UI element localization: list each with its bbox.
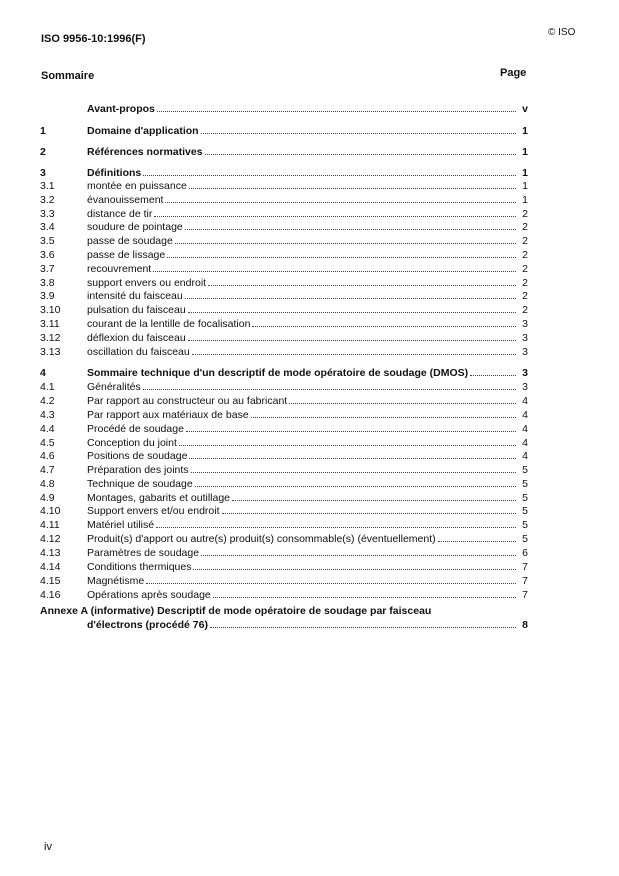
toc-entry-number: 3.10 [40, 304, 61, 316]
toc-entry-title: Matériel utilisé [87, 519, 155, 531]
toc-entry-page: 7 [522, 589, 528, 601]
toc-entry-number: 4.6 [40, 450, 55, 462]
toc-entry-number: 4.13 [40, 547, 61, 559]
toc-entry-number: 4.3 [40, 409, 55, 421]
toc-entry-title: intensité du faisceau [87, 290, 183, 302]
toc-entry[interactable] [40, 463, 528, 477]
dot-leader [189, 179, 516, 189]
toc-entry-title: évanouissement [87, 194, 164, 206]
toc-entry-page: 5 [522, 464, 528, 476]
toc-entry-title: Opérations après soudage [87, 589, 211, 601]
toc-entry-number: 3.3 [40, 208, 55, 220]
dot-leader [153, 262, 516, 272]
dot-leader [188, 331, 516, 341]
toc-entry-page: 1 [522, 167, 528, 179]
toc-entry-number: 4.15 [40, 575, 61, 587]
toc-entry-number: 4 [40, 367, 46, 379]
dot-leader [189, 449, 516, 459]
toc-entry[interactable] [40, 145, 528, 159]
dot-leader [154, 207, 516, 217]
toc-entry-number: 3 [40, 167, 46, 179]
dot-leader [213, 588, 516, 598]
dot-leader [195, 477, 516, 487]
toc-entry-page: 7 [522, 561, 528, 573]
toc-entry-number: 4.16 [40, 589, 61, 601]
dot-leader [232, 491, 516, 501]
toc-entry[interactable] [40, 262, 528, 276]
toc-entry-title: Positions de soudage [87, 450, 188, 462]
toc-entry-title: Paramètres de soudage [87, 547, 200, 559]
toc-entry-page: 2 [522, 249, 528, 261]
toc-entry-page: 4 [522, 450, 528, 462]
toc-entry-page: 1 [522, 146, 528, 158]
dot-leader [192, 345, 516, 355]
dot-leader [186, 422, 516, 432]
toc-entry-page: 7 [522, 575, 528, 587]
toc-entry-title: Conditions thermiques [87, 561, 192, 573]
toc-entry-title: Par rapport aux matériaux de base [87, 409, 249, 421]
toc-entry-title: Sommaire technique d'un descriptif de mode opératoire de soudage (DMOS) [87, 367, 469, 379]
toc-entry[interactable] [40, 124, 528, 138]
toc-entry-number: 3.2 [40, 194, 55, 206]
annex-page-number: 8 [522, 619, 528, 631]
toc-entry-number: 3.13 [40, 346, 61, 358]
toc-entry-page: 2 [522, 235, 528, 247]
toc-entry-number: 1 [40, 125, 46, 137]
toc-entry[interactable] [40, 532, 528, 546]
toc-entry-page: 1 [522, 125, 528, 137]
toc-entry-title: Magnétisme [87, 575, 145, 587]
toc-entry-title: soudure de pointage [87, 221, 183, 233]
toc-entry[interactable] [40, 193, 528, 207]
toc-entry-number: 4.11 [40, 519, 60, 531]
dot-leader [193, 560, 516, 570]
toc-entry[interactable] [40, 504, 528, 518]
toc-entry-number: 3.9 [40, 290, 55, 302]
toc-entry[interactable] [40, 345, 528, 359]
dot-leader [146, 574, 516, 584]
toc-entry[interactable] [40, 477, 528, 491]
toc-entry[interactable] [40, 588, 528, 602]
toc-entry-page: v [522, 103, 528, 115]
toc-entry-page: 6 [522, 547, 528, 559]
toc-entry-page: 4 [522, 437, 528, 449]
dot-leader [179, 436, 516, 446]
dot-leader [191, 463, 516, 473]
dot-leader [143, 166, 516, 176]
toc-entry-number: 4.14 [40, 561, 61, 573]
toc-entry-number: 3.1 [40, 180, 55, 192]
toc-entry-page: 5 [522, 492, 528, 504]
toc-entry-title: Domaine d'application [87, 125, 199, 137]
dot-leader [188, 303, 516, 313]
toc-entry[interactable] [40, 207, 528, 221]
dot-leader [167, 248, 516, 258]
toc-entry[interactable] [40, 574, 528, 588]
toc-entry-number: 4.8 [40, 478, 55, 490]
annex-title-line-1: Annexe A (informative) Descriptif de mode opératoire de soudage par faisceau [40, 605, 432, 617]
dot-leader [185, 289, 516, 299]
toc-entry[interactable] [40, 436, 528, 450]
toc-entry[interactable] [40, 546, 528, 560]
toc-entry-title: pulsation du faisceau [87, 304, 186, 316]
toc-entry-title: Généralités [87, 381, 141, 393]
toc-entry-title: passe de soudage [87, 235, 173, 247]
toc-entry[interactable] [40, 317, 528, 331]
toc-entry-title: support envers ou endroit [87, 277, 207, 289]
dot-leader [201, 124, 516, 134]
dot-leader [222, 504, 516, 514]
toc-entry-number: 2 [40, 146, 46, 158]
toc-entry-page: 5 [522, 533, 528, 545]
dot-leader [210, 618, 516, 628]
document-reference: ISO 9956-10:1996(F) [41, 33, 146, 45]
toc-entry[interactable] [40, 449, 528, 463]
toc-entry-title: Support envers et/ou endroit [87, 505, 220, 517]
dot-leader [165, 193, 516, 203]
dot-leader [143, 380, 516, 390]
toc-entry-title: passe de lissage [87, 249, 166, 261]
dot-leader [157, 102, 516, 112]
dot-leader [185, 220, 516, 230]
toc-entry[interactable] [40, 234, 528, 248]
dot-leader [289, 394, 516, 404]
toc-entry-number: 4.10 [40, 505, 61, 517]
toc-entry-title: Préparation des joints [87, 464, 189, 476]
toc-entry-number: 3.5 [40, 235, 55, 247]
toc-entry-page: 2 [522, 263, 528, 275]
copyright-mark: © ISO [548, 27, 576, 38]
toc-entry-page: 2 [522, 277, 528, 289]
toc-entry-number: 4.1 [40, 381, 55, 393]
toc-entry-number: 3.8 [40, 277, 55, 289]
toc-entry-page: 4 [522, 423, 528, 435]
toc-entry-page: 5 [522, 519, 528, 531]
dot-leader [156, 518, 516, 528]
toc-entry-page: 2 [522, 304, 528, 316]
toc-entry-number: 3.12 [40, 332, 61, 344]
dot-leader [208, 276, 516, 286]
toc-entry-title: recouvrement [87, 263, 152, 275]
toc-entry-title: Par rapport au constructeur ou au fabricant [87, 395, 288, 407]
toc-entry[interactable] [40, 248, 528, 262]
toc-entry-number: 4.5 [40, 437, 55, 449]
dot-leader [201, 546, 516, 556]
toc-entry-page: 2 [522, 221, 528, 233]
toc-entry-page: 5 [522, 505, 528, 517]
toc-entry-title: Définitions [87, 167, 142, 179]
toc-entry-page: 1 [522, 194, 528, 206]
page-number-footer: iv [44, 841, 52, 853]
toc-entry[interactable] [40, 366, 528, 380]
toc-entry-page: 2 [522, 208, 528, 220]
toc-entry-title: oscillation du faisceau [87, 346, 190, 358]
toc-entry-title: Conception du joint [87, 437, 177, 449]
toc-entry-annex-a[interactable] [40, 604, 528, 632]
toc-entry[interactable] [40, 394, 528, 408]
toc-entry-number: 3.4 [40, 221, 55, 233]
toc-entry-page: 1 [522, 180, 528, 192]
toc-entry-number: 3.6 [40, 249, 55, 261]
toc-entry-page: 4 [522, 395, 528, 407]
toc-entry-title: Produit(s) d'apport ou autre(s) produit(s) consommable(s) (éventuellement) [87, 533, 436, 545]
toc-entry-title: déflexion du faisceau [87, 332, 186, 344]
toc-entry-page: 4 [522, 409, 528, 421]
toc-entry-page: 3 [522, 367, 528, 379]
toc-entry[interactable] [40, 422, 528, 436]
toc-entry-page: 5 [522, 478, 528, 490]
dot-leader [438, 532, 516, 542]
dot-leader [470, 366, 516, 376]
dot-leader [252, 317, 516, 327]
toc-entry-number: 4.7 [40, 464, 55, 476]
toc-entry-title: Références normatives [87, 146, 203, 158]
toc-title: Sommaire [41, 70, 95, 82]
toc-entry-number: 4.4 [40, 423, 55, 435]
annex-title-line-2: d'électrons (procédé 76) [87, 619, 208, 631]
toc-entry[interactable] [40, 560, 528, 574]
toc-entry-page: 2 [522, 290, 528, 302]
toc-entry-title: Montages, gabarits et outillage [87, 492, 231, 504]
toc-entry-title: Procédé de soudage [87, 423, 184, 435]
toc-entry[interactable] [40, 276, 528, 290]
toc-entry-title: distance de tir [87, 208, 153, 220]
toc-entry[interactable] [40, 491, 528, 505]
dot-leader [175, 234, 516, 244]
toc-entry-title: montée en puissance [87, 180, 187, 192]
toc-entry[interactable] [40, 166, 528, 180]
toc-entry[interactable] [40, 303, 528, 317]
dot-leader [205, 145, 516, 155]
toc-entry-page: 3 [522, 346, 528, 358]
toc-entry-number: 4.2 [40, 395, 55, 407]
toc-entry-page: 3 [522, 332, 528, 344]
dot-leader [251, 408, 516, 418]
toc-entry[interactable] [40, 179, 528, 193]
toc-entry[interactable] [40, 102, 528, 116]
toc-entry[interactable] [40, 220, 528, 234]
toc-entry-number: 4.9 [40, 492, 55, 504]
toc-entry-title: Avant-propos [87, 103, 155, 115]
toc-entry[interactable] [40, 518, 528, 532]
page-column-label: Page [500, 67, 527, 79]
toc-entry-title: courant de la lentille de focalisation [87, 318, 251, 330]
toc-entry-page: 3 [522, 318, 528, 330]
toc-entry-number: 4.12 [40, 533, 61, 545]
toc-entry-number: 3.11 [40, 318, 60, 330]
toc-entry[interactable] [40, 380, 528, 394]
toc-entry-page: 3 [522, 381, 528, 393]
toc-entry[interactable] [40, 331, 528, 345]
toc-entry-title: Technique de soudage [87, 478, 193, 490]
toc-entry[interactable] [40, 289, 528, 303]
toc-entry-number: 3.7 [40, 263, 55, 275]
toc-entry[interactable] [40, 408, 528, 422]
